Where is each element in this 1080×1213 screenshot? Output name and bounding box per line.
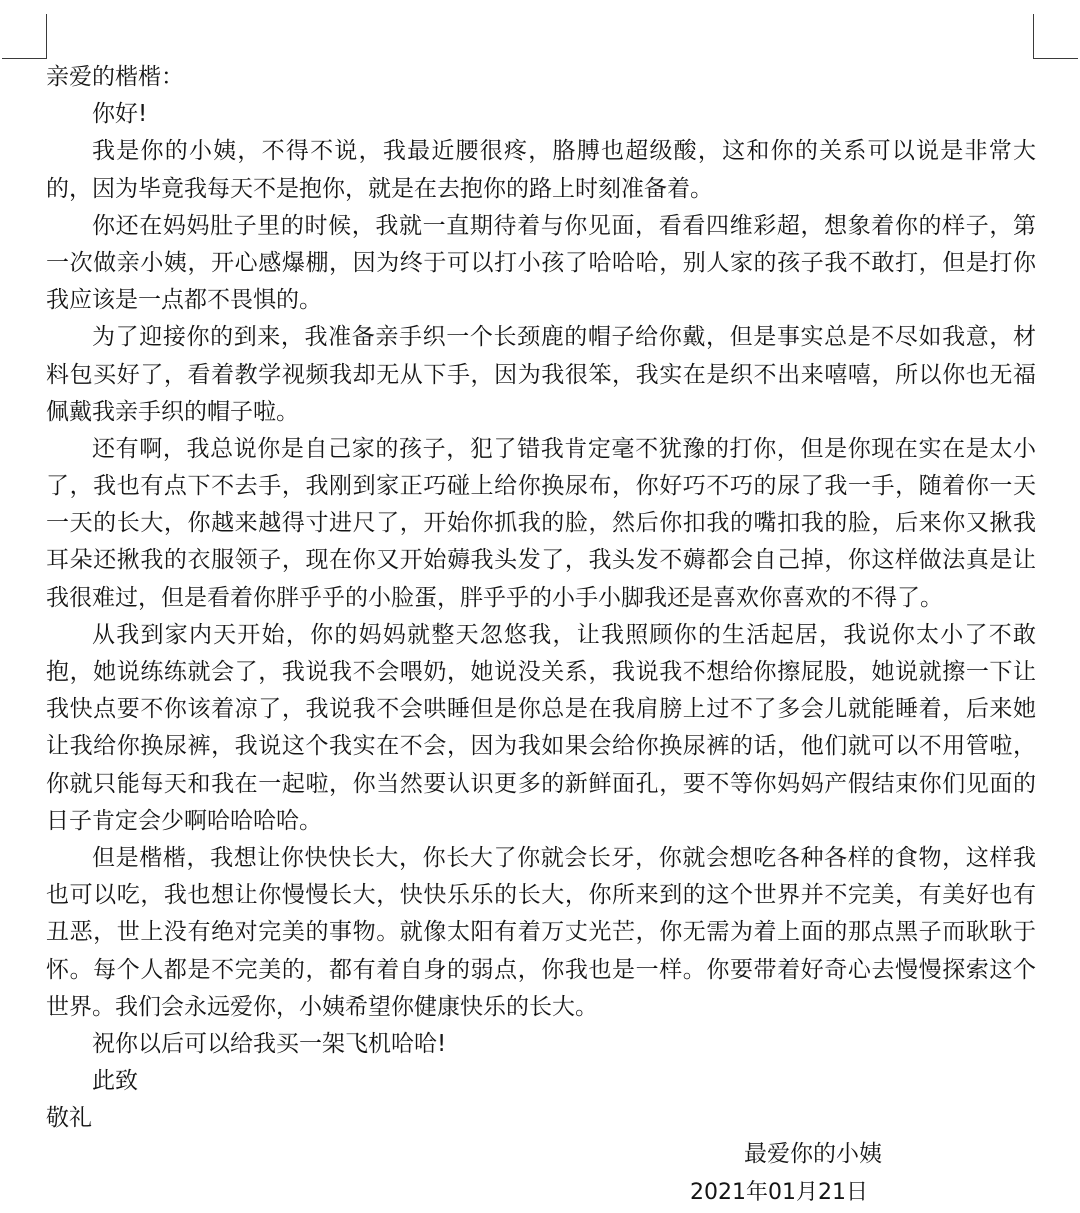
letter-body (46, 59, 1036, 1137)
closing-wish: 祝你以后可以给我买一架飞机哈哈! (92, 1030, 447, 1057)
paragraph-line: 一天的长大，你越来越得寸进尺了，开始你抓我的脸，然后你扣我的嘴扣我的脸，后来你又揪我 (46, 510, 1036, 537)
paragraph-4 (46, 431, 1036, 617)
paragraph-line: 从我到家内天开始，你的妈妈就整天忽悠我，让我照顾你的生活起居，我说你太小了不敢 (92, 621, 1036, 648)
signature: 最爱你的小姨 (744, 1141, 882, 1167)
top-right-margin-corner-mark (1033, 14, 1078, 59)
paragraph-line: 了，我也有点下不去手，我刚到家正巧碰上给你换尿布，你好巧不巧的尿了我一手，随着你一天 (46, 473, 1036, 500)
paragraph-line: 还有啊，我总说你是自己家的孩子，犯了错我肯定毫不犹豫的打你，但是你现在实在是太小 (92, 435, 1036, 462)
letter-greeting: 你好! (92, 101, 148, 128)
closing-word: 此致 (92, 1068, 138, 1095)
paragraph-line: 抱，她说练练就会了，我说我不会喂奶，她说没关系，我说我不想给你擦屁股，她说就擦一下让 (46, 659, 1036, 685)
paragraph-line: 日子肯定会少啊哈哈哈哈。 (46, 807, 322, 834)
letter-date: 2021年01月21日 (690, 1180, 868, 1205)
paragraph-2 (46, 208, 1036, 320)
paragraph-line: 我是你的小姨，不得不说，我最近腰很疼，胳膊也超级酸，这和你的关系可以说是非常大 (92, 138, 1036, 165)
paragraph-line: 料包买好了，看着教学视频我却无从下手，因为我很笨，我实在是织不出来嘻嘻，所以你也无福 (46, 361, 1036, 388)
paragraph-6 (46, 840, 1036, 1026)
paragraph-line: 丑恶，世上没有绝对完美的事物。就像太阳有着万丈光芒，你无需为着上面的那点黑子而耿耿于 (46, 919, 1036, 946)
paragraph-line: 世界。我们会永远爱你，小姨希望你健康快乐的长大。 (46, 993, 598, 1020)
top-left-margin-corner-mark (2, 14, 47, 59)
paragraph-line: 耳朵还揪我的衣服领子，现在你又开始薅我头发了，我头发不薅都会自己掉，你这样做法真是让 (46, 547, 1036, 574)
paragraph-line: 我很难过，但是看着你胖乎乎的小脸蛋，胖乎乎的小手小脚我还是喜欢你喜欢的不得了。 (46, 584, 943, 611)
paragraph-line: 一次做亲小姨，开心感爆棚，因为终于可以打小孩了哈哈哈，别人家的孩子我不敢打，但是打你 (46, 249, 1036, 276)
paragraph-5 (46, 617, 1036, 840)
paragraph-line: 为了迎接你的到来，我准备亲手织一个长颈鹿的帽子给你戴，但是事实总是不尽如我意，材 (92, 324, 1036, 351)
paragraph-line: 但是楷楷，我想让你快快长大，你长大了你就会长牙，你就会想吃各种各样的食物，这样我 (92, 844, 1036, 871)
paragraph-line: 的，因为毕竟我每天不是抱你，就是在去抱你的路上时刻准备着。 (46, 175, 713, 202)
paragraph-line: 佩戴我亲手织的帽子啦。 (46, 398, 299, 425)
closing-regards: 敬礼 (46, 1105, 92, 1132)
paragraph-line: 我应该是一点都不畏惧的。 (46, 287, 322, 314)
paragraph-line: 也可以吃，我也想让你慢慢长大，快快乐乐的长大，你所来到的这个世界并不完美，有美好也有 (46, 882, 1036, 909)
paragraph-1 (46, 133, 1036, 207)
paragraph-line: 让我给你换尿裤，我说这个我实在不会，因为我如果会给你换尿裤的话，他们就可以不用管啦， (46, 733, 1036, 760)
paragraph-line: 你就只能每天和我在一起啦，你当然要认识更多的新鲜面孔，要不等你妈妈产假结束你们见面的 (46, 770, 1036, 797)
paragraph-line: 怀。每个人都是不完美的，都有着自身的弱点，你我也是一样。你要带着好奇心去慢慢探索这个 (46, 956, 1036, 983)
paragraph-line: 你还在妈妈肚子里的时候，我就一直期待着与你见面，看看四维彩超，想象着你的样子，第 (92, 212, 1036, 239)
letter-salutation: 亲爱的楷楷： (46, 64, 184, 90)
paragraph-line: 我快点要不你该着凉了，我说我不会哄睡但是你总是在我肩膀上过不了多会儿就能睡着，后来她 (46, 696, 1036, 723)
paragraph-3 (46, 319, 1036, 431)
